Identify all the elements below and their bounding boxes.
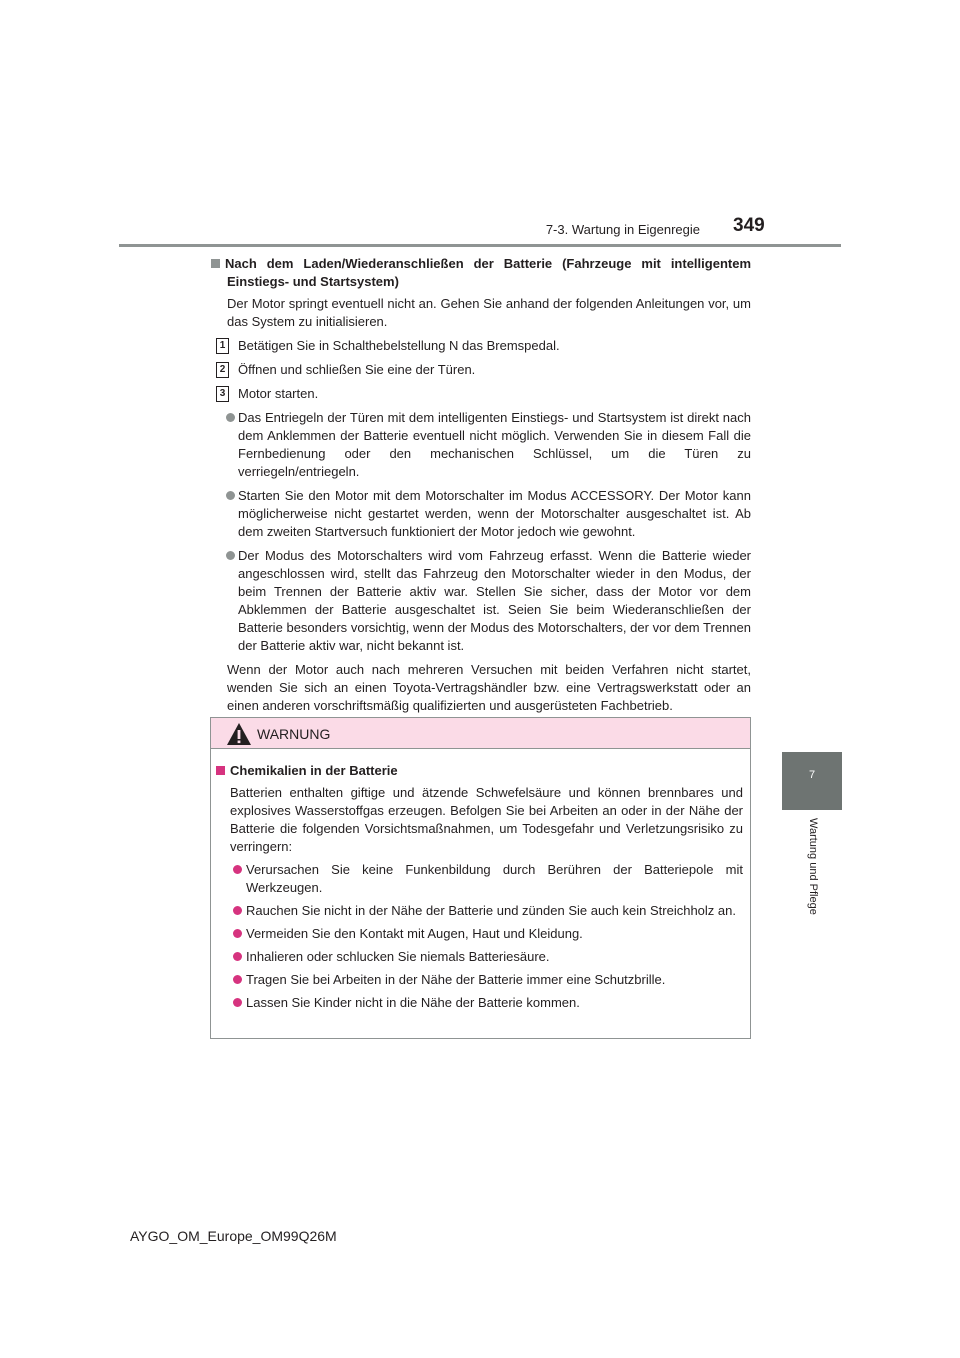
list-item: Das Entriegeln der Türen mit dem intelligenten Einstiegs- und Startsystem ist direkt nach dem Anklemmen der Batterie eventuell nicht möglich. Verwenden Sie in diesem Fall die Fernbedienung oder den mechanischen Schlüssel, um die Türen zu verriegeln/entriegeln.	[211, 409, 751, 481]
square-bullet-icon	[211, 259, 220, 268]
step-text: Öffnen und schließen Sie eine der Türen.	[238, 362, 476, 377]
step-number-icon: 2	[216, 362, 229, 378]
bullet-dot-icon	[233, 929, 242, 938]
bullet-dot-icon	[226, 413, 235, 422]
bullet-dot-icon	[233, 865, 242, 874]
warning-body	[211, 749, 750, 1012]
bullet-dot-icon	[226, 491, 235, 500]
warning-label: WARNUNG	[257, 726, 331, 742]
list-item: Der Modus des Motorschalters wird vom Fahrzeug erfasst. Wenn die Batterie wieder angeschlossen wird, stellt das Fahrzeug den Motorschalter wieder in den Modus, der beim Trennen der Batterie aktiv war. Stellen Sie sicher, dass der Motor vor dem Abklemmen der Batterie ausgeschaltet ist. Seien Sie beim Wiederanschließen der Batterie besonders vorsichtig, wenn der Modus des Motorschalters, der vor dem Trennen der Batterie aktiv war, nicht bekannt ist.	[211, 547, 751, 655]
warning-header	[211, 718, 750, 749]
closing-paragraph: Wenn der Motor auch nach mehreren Versuchen mit beiden Verfahren nicht startet, wenden Sie sich an einen Toyota-Vertragshändler bzw. eine Vertragswerkstatt oder an einen anderen vorschriftsmäßig qualifizierten und ausgerüsteten Fachbetrieb.	[227, 662, 751, 713]
step-number-icon: 3	[216, 386, 229, 402]
warning-heading: Chemikalien in der Batterie	[216, 762, 743, 780]
bullet-dot-icon	[233, 906, 242, 915]
section-title: 7-3. Wartung in Eigenregie	[545, 222, 700, 237]
step-text: Betätigen Sie in Schalthebelstellung N das Bremspedal.	[238, 338, 560, 353]
step-item	[211, 385, 751, 403]
list-item: Lassen Sie Kinder nicht in die Nähe der Batterie kommen.	[216, 994, 743, 1012]
bullet-dot-icon	[226, 551, 235, 560]
header-divider	[119, 244, 841, 247]
step-text: Motor starten.	[238, 386, 319, 401]
list-item: Verursachen Sie keine Funkenbildung durch Berühren der Batteriepole mit Werkzeugen.	[216, 861, 743, 897]
list-item: Tragen Sie bei Arbeiten in der Nähe der Batterie immer eine Schutzbrille.	[216, 971, 743, 989]
chapter-number: 7	[808, 769, 816, 781]
intro-paragraph: Der Motor springt eventuell nicht an. Gehen Sie anhand der folgenden Anleitungen vor, um das System zu initialisieren.	[227, 296, 751, 329]
list-item: Rauchen Sie nicht in der Nähe der Batterie und zünden Sie auch kein Streichholz an.	[216, 902, 743, 920]
list-item: Vermeiden Sie den Kontakt mit Augen, Haut und Kleidung.	[216, 925, 743, 943]
section-heading: Nach dem Laden/Wiederanschließen der Batterie (Fahrzeuge mit intelligentem Einstiegs- und Startsystem)	[211, 255, 751, 291]
step-number-icon: 1	[216, 338, 229, 354]
warning-intro: Batterien enthalten giftige und ätzende Schwefelsäure und können brennbares und explosives Wasserstoffgas erzeugen. Befolgen Sie bei Arbeiten an oder in der Nähe der Batterie die folgenden Vorsichtsmaßnahmen, um Todesgefahr und Verletzungsrisiko zu verringern:	[230, 785, 743, 854]
chapter-tab[interactable]	[782, 752, 842, 810]
list-item: Inhalieren oder schlucken Sie niemals Batteriesäure.	[216, 948, 743, 966]
chapter-label: Wartung und Pflege	[807, 818, 819, 915]
main-content	[211, 255, 751, 715]
warning-triangle-icon	[226, 722, 252, 746]
bullet-dot-icon	[233, 998, 242, 1007]
step-item	[211, 361, 751, 379]
square-bullet-icon	[216, 766, 225, 775]
list-item: Starten Sie den Motor mit dem Motorschalter im Modus ACCESSORY. Der Motor kann möglicherweise nicht gestartet werden, wenn der Motorschalter ausgeschaltet ist. Ab dem zweiten Startversuch funktioniert der Motor jedoch wie gewohnt.	[211, 487, 751, 541]
warning-box	[210, 717, 751, 1039]
bullet-dot-icon	[233, 975, 242, 984]
step-list	[211, 337, 751, 403]
page-number: 349	[733, 215, 765, 236]
bullet-dot-icon	[233, 952, 242, 961]
footer-code: AYGO_OM_Europe_OM99Q26M	[130, 1228, 337, 1244]
step-item	[211, 337, 751, 355]
